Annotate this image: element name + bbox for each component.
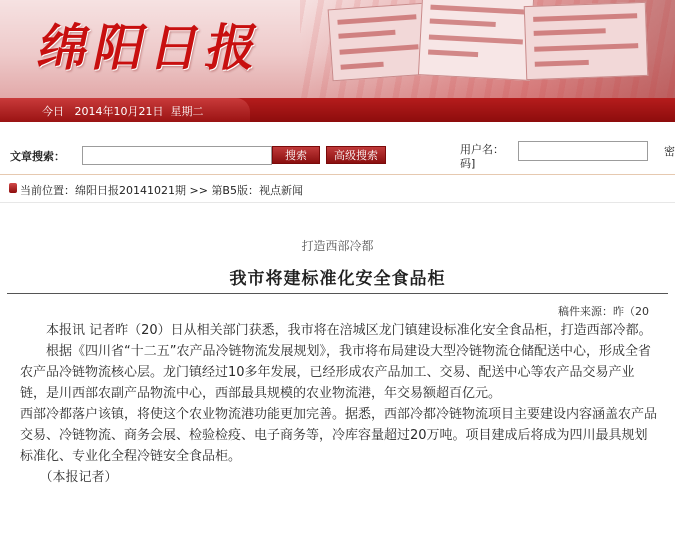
breadcrumb-separator: >> (186, 184, 212, 197)
headline-rule (7, 293, 668, 294)
newspaper-thumbnail (418, 0, 534, 81)
newspaper-logo[interactable]: 绵阳日报 (32, 18, 270, 77)
article-headline: 我市将建标准化安全食品柜 (229, 269, 446, 289)
breadcrumb-page-link[interactable]: 第B5版：视点新闻 (211, 184, 303, 197)
search-bar (0, 140, 675, 175)
password-label: 密 (664, 145, 675, 158)
username-label: 用户名： 码] (460, 143, 504, 170)
search-button[interactable]: 搜索 (272, 146, 320, 164)
article-paragraph: 本报讯 记者昨（20）日从相关部门获悉，我市将在涪城区龙门镇建设标准化安全食品柜，打造西部冷都。 (20, 323, 652, 338)
username-input[interactable] (518, 141, 648, 161)
newspaper-thumbnail (328, 3, 430, 82)
current-date: 今日 2014年10月21日 星期二 (42, 105, 204, 118)
search-input[interactable] (82, 146, 272, 165)
breadcrumb (0, 178, 675, 198)
newspaper-thumbnail (524, 2, 649, 80)
article-paragraph: 西部冷都落户该镇，将使这个农业物流港功能更加完善。据悉，西部冷都冷链物流项目主要建设内容涵盖农产品交易、冷链物流、商务会展、检验检疫、电子商务等，冷库容量超过20万吨。项目建成后将成为四川最具规划标准化、专业化全程冷链安全食品柜。 (20, 407, 658, 464)
article-paragraph: 根据《四川省“十二五”农产品冷链物流发展规划》，我市将布局建设大型冷链物流仓储配送中心，形成全省农产品冷链物流核心层。龙门镇经过10多年发展，已经形成农产品加工、交易、配送中心等农产品交易产业链，是川西部农副产品物流中心，西部最具规模的农业物流港，年交易额超百亿元。 (20, 344, 651, 401)
article-body (20, 320, 660, 488)
article-paragraph: （本报记者） (20, 470, 118, 485)
bullet-icon (9, 183, 17, 193)
date-bar (0, 98, 675, 122)
breadcrumb-prefix: 当前位置： (20, 184, 75, 197)
search-label: 文章搜索： (10, 150, 65, 163)
article-subtitle: 打造西部冷都 (301, 239, 374, 253)
article-source: 稿件来源：昨（20 (558, 305, 649, 318)
masthead (0, 0, 675, 98)
breadcrumb-issue-link[interactable]: 绵阳日报20141021期 (75, 184, 186, 197)
password-label-tail: 码] (460, 157, 476, 170)
advanced-search-button[interactable]: 高级搜索 (326, 146, 386, 164)
divider (0, 202, 675, 203)
